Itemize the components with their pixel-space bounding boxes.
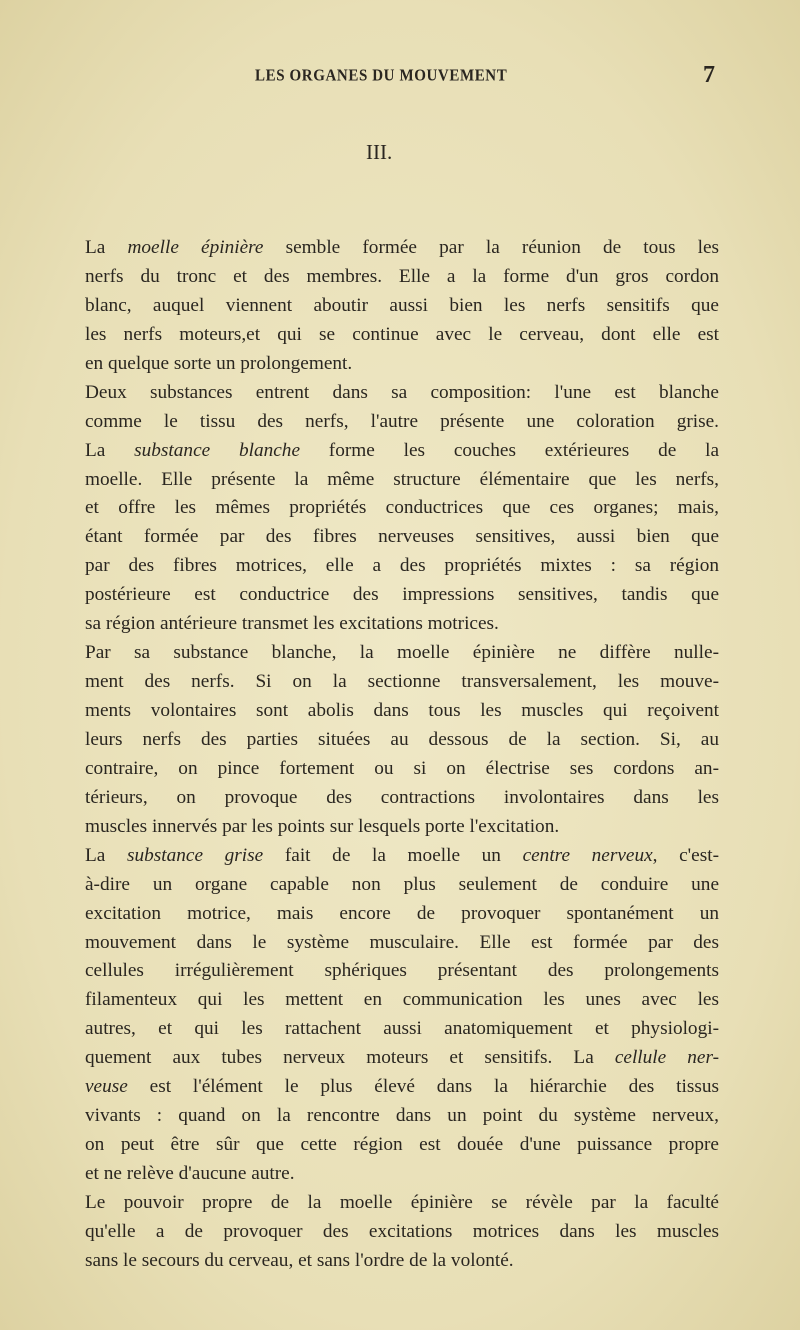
text-segment: semble formée par la réunion de tous les bbox=[263, 237, 719, 258]
text-segment: Le pouvoir propre de la moelle épinière se révèle par la faculté bbox=[85, 1191, 719, 1213]
text-line bbox=[85, 1015, 719, 1044]
text-segment: on peut être sûr que cette région est douée d'une puissance propre bbox=[85, 1134, 719, 1156]
text-segment: et offre les mêmes propriétés conductrices que ces organes; mais, bbox=[85, 497, 719, 519]
text-line bbox=[85, 755, 719, 784]
text-segment: qu'elle a de provoquer des excitations motrices dans les muscles bbox=[85, 1220, 719, 1242]
text-segment: La bbox=[85, 439, 135, 461]
text-segment: filamenteux qui les mettent en communication les unes avec les bbox=[85, 989, 719, 1011]
running-head-title: LES ORGANES DU MOUVEMENT bbox=[255, 66, 508, 86]
text-segment: contraire, on pince fortement ou si on électrise ses cordons an- bbox=[85, 757, 719, 779]
text-segment: blanc, auquel viennent aboutir aussi bien les nerfs sensitifs que bbox=[85, 294, 719, 316]
text-line bbox=[85, 350, 719, 379]
italic-term: substance blanche bbox=[134, 439, 301, 461]
text-segment: à-dire un organe capable non plus seulement de conduire une bbox=[85, 873, 719, 895]
text-line bbox=[85, 1044, 719, 1073]
italic-term: substance grise bbox=[126, 844, 264, 866]
text-line bbox=[85, 1131, 719, 1160]
text-line bbox=[85, 1160, 719, 1189]
text-line bbox=[85, 523, 719, 552]
text-segment: vivants : quand on la rencontre dans un point du système nerveux, bbox=[85, 1105, 719, 1127]
text-segment: Deux substances entrent dans sa composition: l'une est blanche bbox=[85, 381, 719, 403]
text-line bbox=[85, 1247, 719, 1276]
text-segment: La bbox=[85, 844, 127, 866]
text-line bbox=[85, 900, 719, 929]
text-segment: en quelque sorte un prolongement. bbox=[85, 352, 353, 374]
text-segment: est l'élément le plus élevé dans la hiérarchie des tissus bbox=[127, 1076, 719, 1098]
italic-term: centre nerveux bbox=[522, 844, 653, 866]
text-line bbox=[85, 842, 719, 871]
text-line bbox=[85, 1218, 719, 1247]
body-text bbox=[85, 234, 719, 1276]
text-line bbox=[85, 697, 719, 726]
text-segment: postérieure est conductrice des impressions sensitives, tandis que bbox=[85, 584, 719, 606]
text-line bbox=[85, 639, 719, 668]
italic-term: veuse bbox=[85, 1076, 128, 1098]
section-number: III. bbox=[366, 140, 393, 164]
italic-term: cellule ner- bbox=[614, 1047, 719, 1069]
text-segment: autres, et qui les rattachent aussi anatomiquement et physiologi- bbox=[85, 1018, 719, 1040]
text-line bbox=[85, 957, 719, 986]
italic-term: moelle épinière bbox=[127, 237, 264, 258]
text-segment: par des fibres motrices, elle a des propriétés mixtes : sa région bbox=[85, 555, 719, 577]
text-segment: ment des nerfs. Si on la sectionne transversalement, les mouve- bbox=[85, 671, 719, 693]
text-line bbox=[85, 871, 719, 900]
text-segment: comme le tissu des nerfs, l'autre présente une coloration grise. bbox=[85, 410, 719, 432]
text-segment: Par sa substance blanche, la moelle épinière ne diffère nulle- bbox=[85, 642, 719, 664]
text-segment: et ne relève d'aucune autre. bbox=[85, 1163, 295, 1184]
text-segment: forme les couches extérieures de la bbox=[300, 439, 719, 461]
text-segment: les nerfs moteurs,et qui se continue avec le cerveau, dont elle est bbox=[85, 323, 719, 345]
text-line bbox=[85, 379, 719, 408]
text-line bbox=[85, 408, 719, 437]
text-segment: cellules irrégulièrement sphériques présentant des prolongements bbox=[85, 960, 719, 982]
text-line bbox=[85, 292, 719, 321]
text-segment: La bbox=[85, 237, 128, 258]
text-segment: ments volontaires sont abolis dans tous les muscles qui reçoivent bbox=[85, 700, 719, 721]
text-segment: étant formée par des fibres nerveuses sensitives, aussi bien que bbox=[85, 526, 719, 548]
text-line bbox=[85, 1102, 719, 1131]
text-segment: muscles innervés par les points sur lesquels porte l'excitation. bbox=[85, 815, 560, 837]
text-segment: sa région antérieure transmet les excitations motrices. bbox=[85, 613, 499, 635]
text-segment: térieurs, on provoque des contractions involontaires dans les bbox=[85, 786, 719, 808]
text-line bbox=[85, 929, 719, 958]
text-segment: excitation motrice, mais encore de provoquer spontanément un bbox=[85, 902, 719, 924]
text-segment: mouvement dans le système musculaire. Elle est formée par des bbox=[85, 931, 719, 953]
page-number: 7 bbox=[703, 62, 715, 88]
text-line bbox=[85, 726, 719, 755]
text-segment: leurs nerfs des parties situées au dessous de la section. Si, au bbox=[85, 728, 719, 750]
text-segment: moelle. Elle présente la même structure élémentaire que les nerfs, bbox=[85, 468, 719, 490]
text-line bbox=[85, 610, 719, 639]
text-segment: nerfs du tronc et des membres. Elle a la forme d'un gros cordon bbox=[85, 265, 719, 287]
text-line bbox=[85, 234, 719, 263]
text-line bbox=[85, 1189, 719, 1218]
text-line bbox=[85, 986, 719, 1015]
text-line bbox=[85, 321, 719, 350]
text-line bbox=[85, 494, 719, 523]
text-segment: quement aux tubes nerveux moteurs et sensitifs. La bbox=[85, 1047, 615, 1069]
text-segment: , c'est- bbox=[652, 844, 719, 866]
text-line bbox=[85, 581, 719, 610]
text-segment: sans le secours du cerveau, et sans l'ordre de la volonté. bbox=[85, 1249, 514, 1271]
text-line bbox=[85, 813, 719, 842]
text-line bbox=[85, 668, 719, 697]
text-line bbox=[85, 784, 719, 813]
text-line bbox=[85, 437, 719, 466]
text-line bbox=[85, 552, 719, 581]
text-line bbox=[85, 263, 719, 292]
text-line bbox=[85, 466, 719, 495]
text-line bbox=[85, 1073, 719, 1102]
text-segment: fait de la moelle un bbox=[263, 844, 523, 866]
